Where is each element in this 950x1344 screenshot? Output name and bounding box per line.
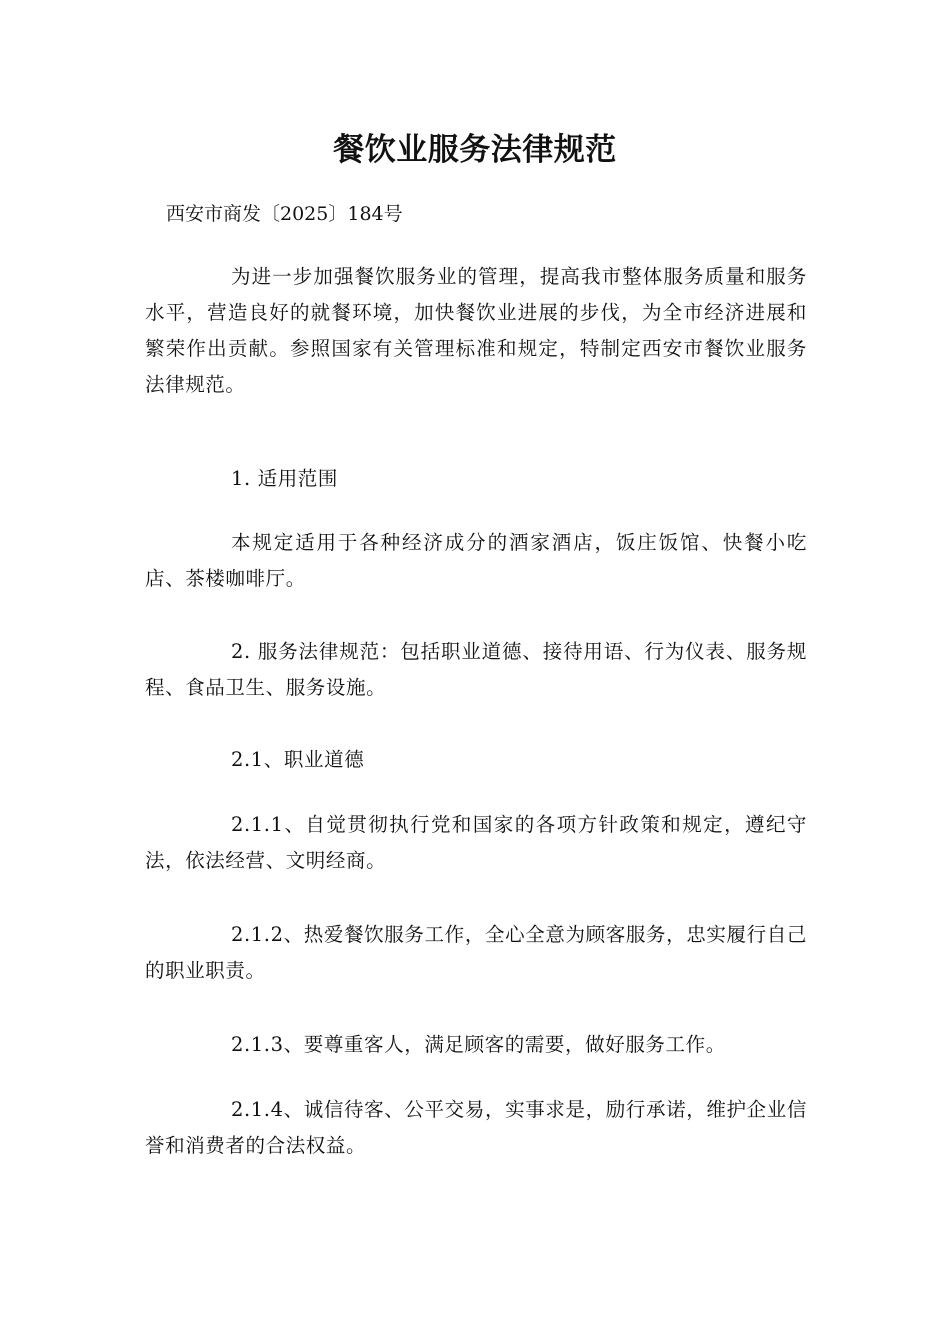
clause-2-1-3: 2.1.3、要尊重客人，满足顾客的需要，做好服务工作。 [231,1033,726,1056]
section-heading-ethics: 2.1、职业道德 [231,748,365,771]
clause-2-1-1: 2.1.1、自觉贯彻执行党和国家的各项方针政策和规定，遵纪守法，依法经营、文明经商。 [145,813,807,872]
scope-paragraph: 本规定适用于各种经济成分的酒家酒店，饭庄饭馆、快餐小吃店、茶楼咖啡厅。 [145,531,807,590]
clause-2-1-2: 2.1.2、热爱餐饮服务工作，全心全意为顾客服务，忠实履行自己的职业职责。 [145,923,807,982]
section-heading-scope: 1. 适用范围 [231,467,339,490]
service-norms-paragraph: 2. 服务法律规范：包括职业道德、接待用语、行为仪表、服务规程、食品卫生、服务设施。 [145,640,807,699]
clause-2-1-4: 2.1.4、诚信待客、公平交易，实事求是，励行承诺，维护企业信誉和消费者的合法权益。 [145,1098,807,1157]
document-number: 西安市商发〔2025〕184号 [166,203,403,225]
document-title: 餐饮业服务法律规范 [333,132,617,168]
intro-paragraph: 为进一步加强餐饮服务业的管理，提高我市整体服务质量和服务水平，营造良好的就餐环境，加快餐饮业进展的步伐，为全市经济进展和繁荣作出贡献。参照国家有关管理标准和规定，特制定西安市餐饮业服务法律规范。 [145,265,807,396]
